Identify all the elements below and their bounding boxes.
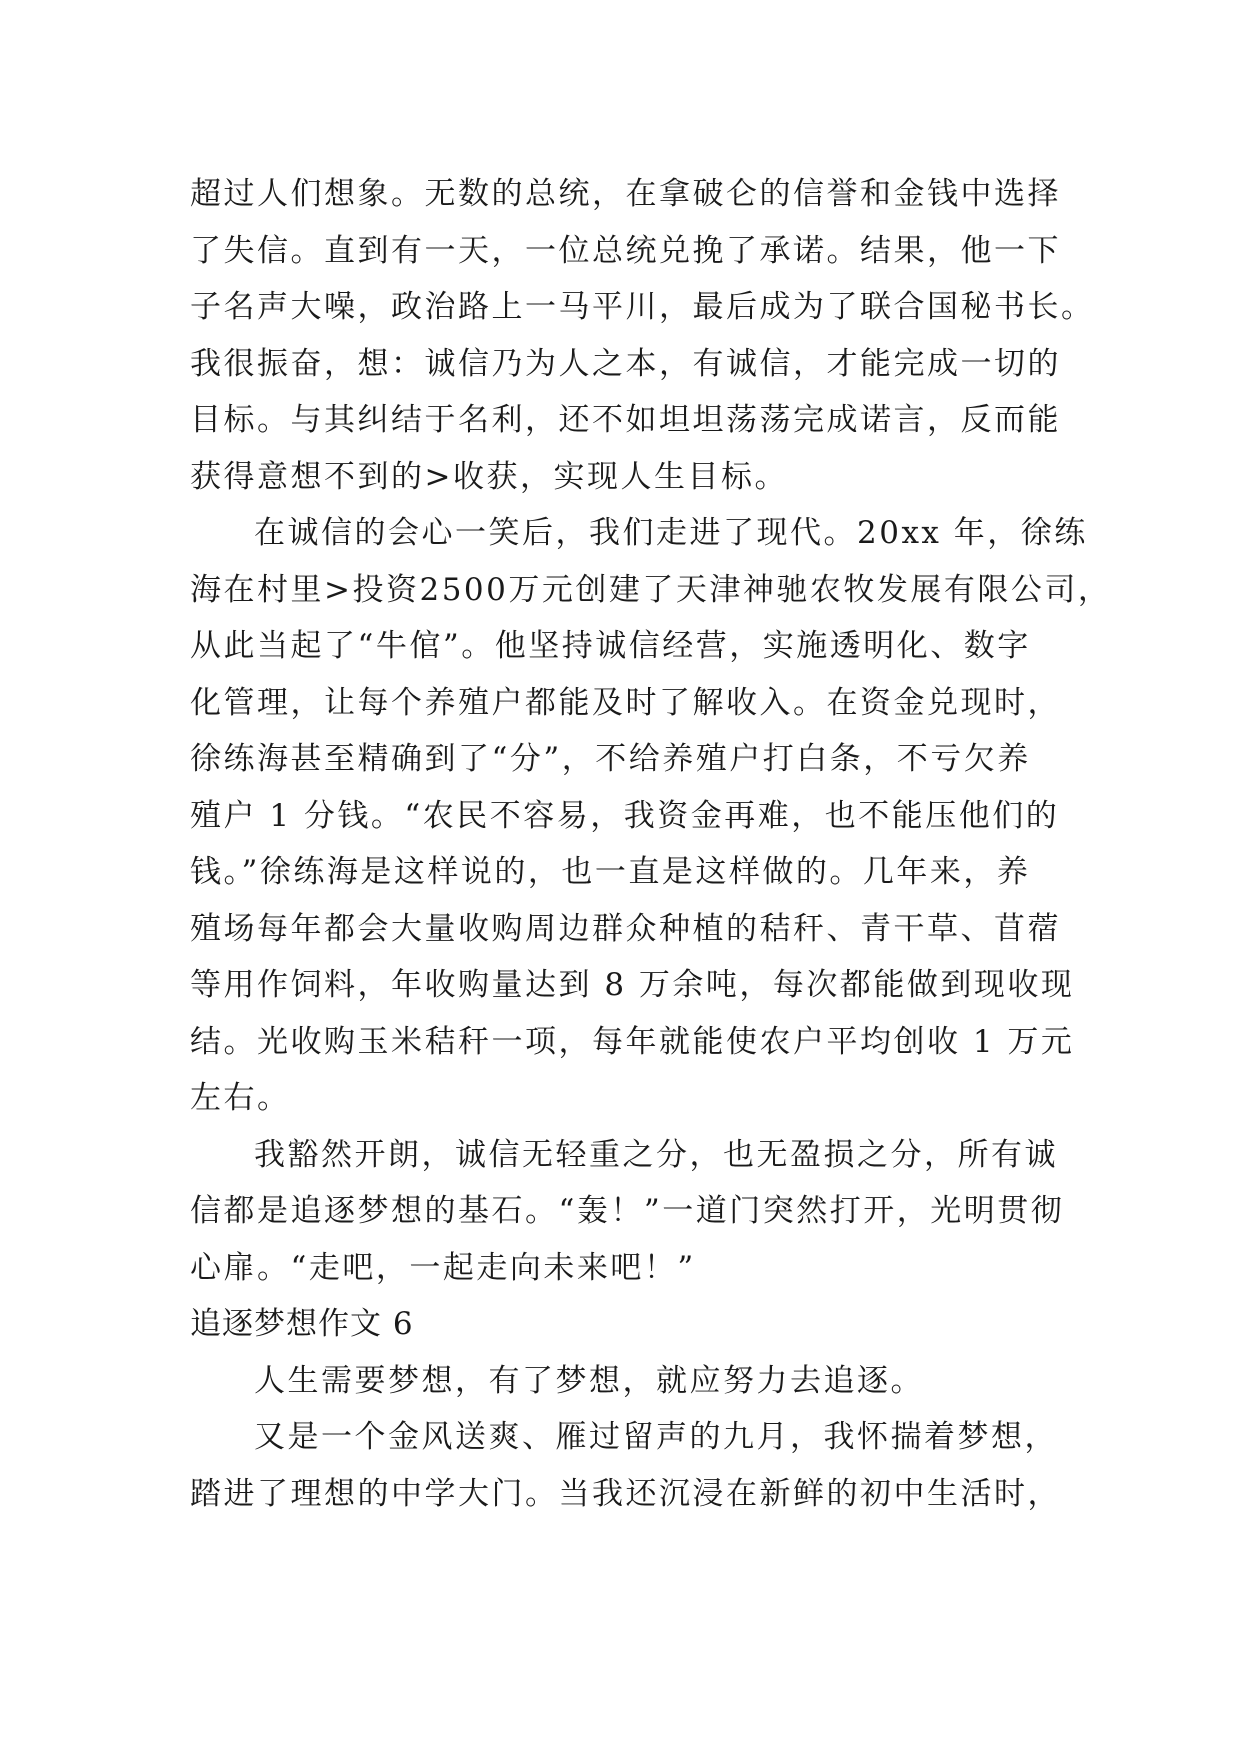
section-heading: 追逐梦想作文 6 [190, 1306, 414, 1342]
document-body [190, 166, 1112, 1522]
text-line: 徐练海甚至精确到了“分”，不给养殖户打白条，不亏欠养 [190, 741, 1031, 777]
paragraph-4 [190, 1353, 1070, 1410]
text-line: 心扉。“走吧，一起走向未来吧！” [190, 1249, 696, 1286]
text-line: 超过人们想象。无数的总统，在拿破仑的信誉和金钱中选择 [190, 176, 1061, 212]
text-line: 海在村里>投资2500万元创建了天津神驰农牧发展有限公司， [190, 571, 1112, 608]
text-line: 钱。”徐练海是这样说的，也一直是这样做的。几年来，养 [190, 854, 1031, 890]
text-line: 从此当起了“牛倌”。他坚持诚信经营，实施透明化、数字 [190, 628, 1031, 664]
text-line: 信都是追逐梦想的基石。“轰！”一道门突然打开，光明贯彻 [190, 1193, 1065, 1229]
text-line: 左右。 [190, 1080, 291, 1116]
text-line: 殖户 1 分钱。“农民不容易，我资金再难，也不能压他们的 [190, 797, 1060, 834]
text-line: 化管理，让每个养殖户都能及时了解收入。在资金兑现时， [190, 684, 1061, 721]
text-line: 等用作饲料，年收购量达到 8 万余吨，每次都能做到现收现 [190, 967, 1075, 1003]
paragraph-2 [190, 505, 1112, 1127]
text-line: 我很振奋，想：诚信乃为人之本，有诚信，才能完成一切的 [190, 345, 1061, 382]
text-line: 踏进了理想的中学大门。当我还沉浸在新鲜的初中生活时， [190, 1475, 1061, 1512]
paragraph-3 [190, 1127, 1070, 1297]
text-line: 人生需要梦想，有了梦想，就应努力去追逐。 [254, 1362, 924, 1399]
text-line: 我豁然开朗，诚信无轻重之分，也无盈损之分，所有诚 [254, 1136, 1058, 1173]
text-line: 了失信。直到有一天，一位总统兑挽了承诺。结果，他一下 [190, 232, 1061, 269]
paragraph-5 [190, 1409, 1070, 1522]
text-line: 子名声大噪，政治路上一马平川，最后成为了联合国秘书长。 [190, 289, 1095, 325]
text-line: 结。光收购玉米秸秆一项，每年就能使农户平均创收 1 万元 [190, 1023, 1075, 1060]
text-line: 又是一个金风送爽、雁过留声的九月，我怀揣着梦想， [254, 1419, 1058, 1455]
text-line: 获得意想不到的>收获，实现人生目标。 [190, 458, 788, 495]
paragraph-1 [190, 166, 1095, 505]
text-line: 殖场每年都会大量收购周边群众种植的秸秆、青干草、苜蓿 [190, 910, 1061, 947]
text-line: 在诚信的会心一笑后，我们走进了现代。20xx 年，徐练 [254, 515, 1088, 551]
text-line: 目标。与其纠结于名利，还不如坦坦荡荡完成诺言，反而能 [190, 402, 1061, 438]
